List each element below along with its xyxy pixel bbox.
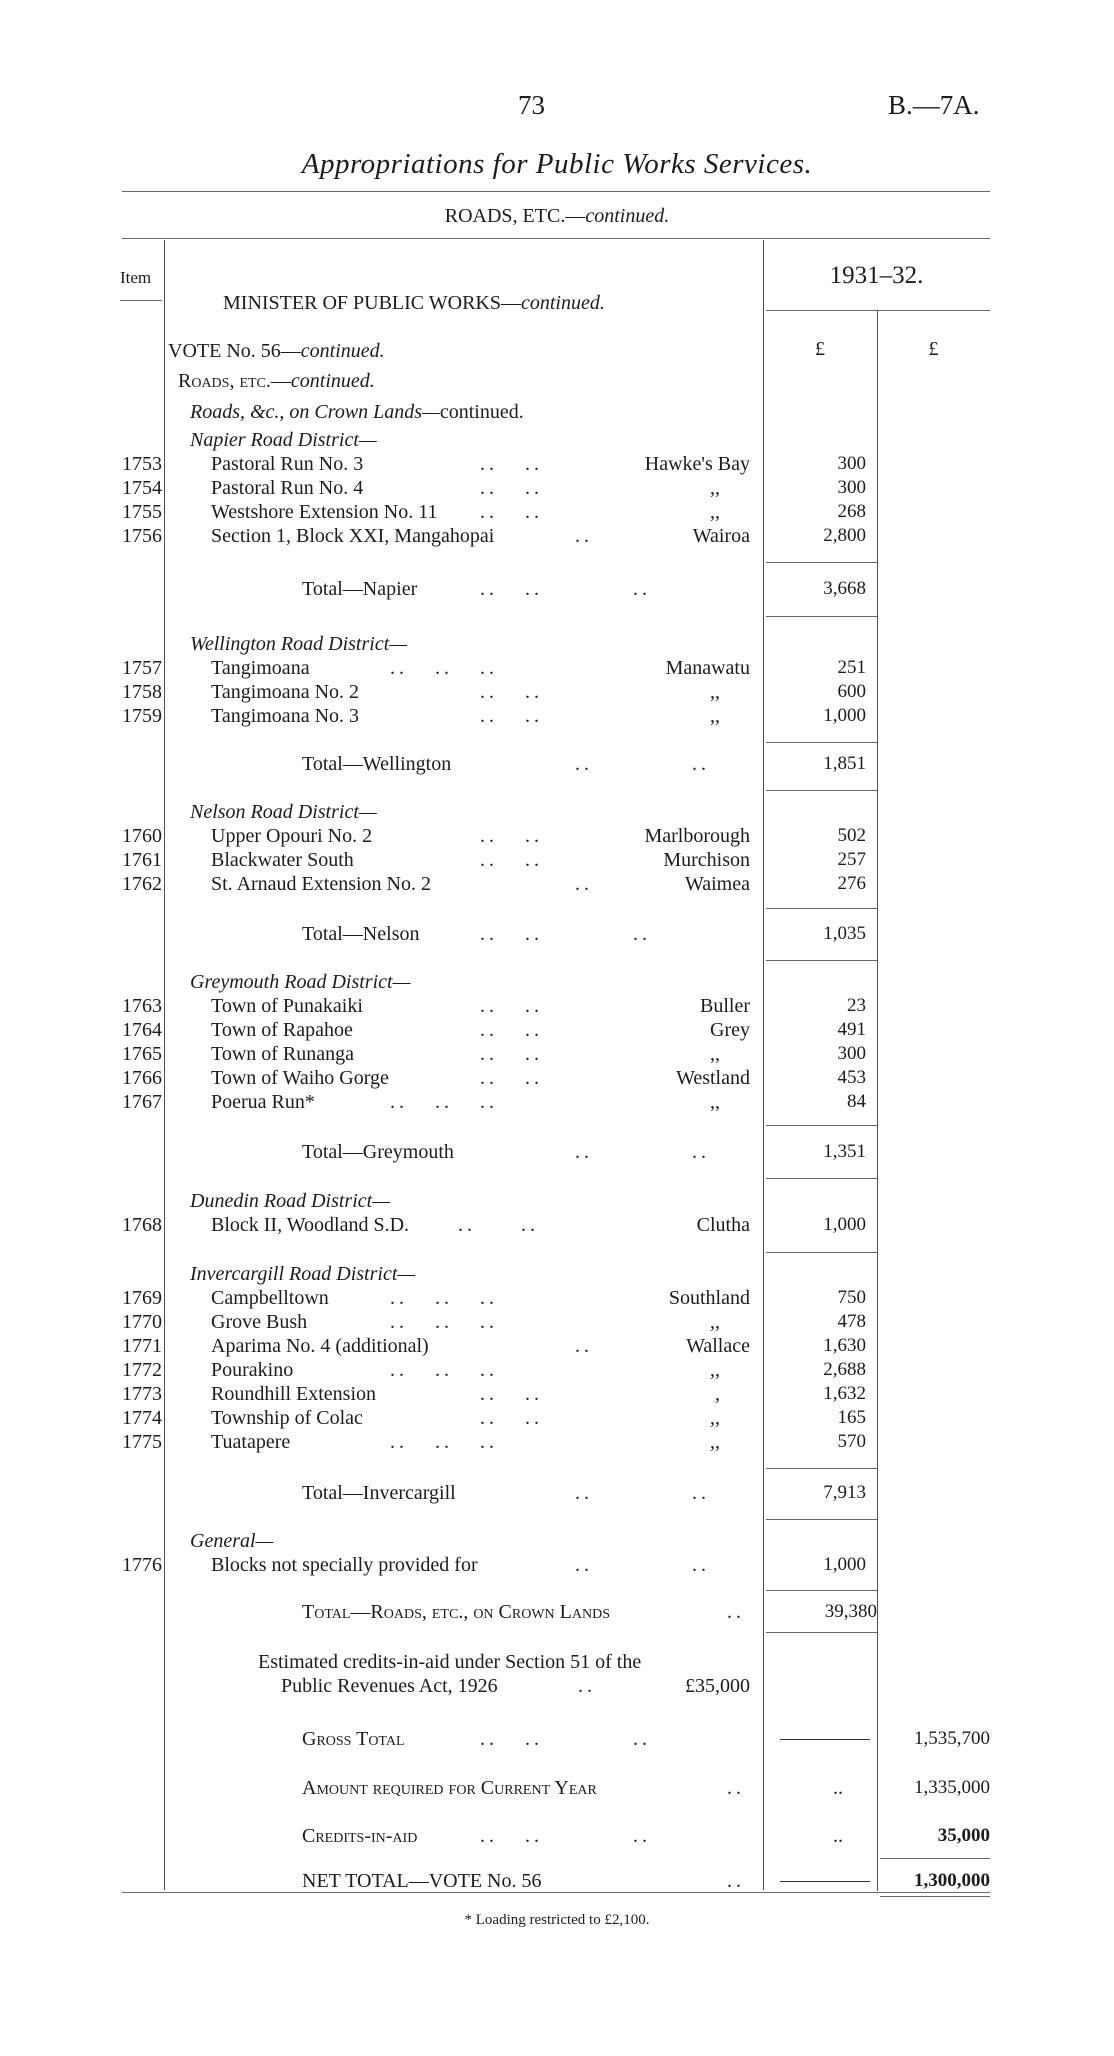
page-number: 73 [518,90,545,120]
gross-dash [780,1739,870,1740]
leader-dots: .. .. [575,1482,710,1504]
leader-dots: .. [575,873,593,895]
region: Hawke's Bay [644,453,750,475]
amount: 300 [837,453,866,474]
district-heading: Greymouth Road District— [190,971,411,993]
amount: 502 [837,825,866,846]
amount: 257 [837,849,866,870]
current-year-mark: .. [833,1777,843,1799]
leader-dots: .. .. [480,453,543,475]
amount: 570 [837,1431,866,1452]
entry-name: Block II, Woodland S.D. [211,1214,410,1236]
leader-dots: .. .. .. [390,1091,498,1113]
amount: 251 [837,657,866,678]
financial-year: 1931–32. [829,262,924,289]
leader-dots: .. .. [480,477,543,499]
region: ,, [710,1091,720,1113]
leader-dots: .. .. [575,1554,710,1576]
roads-heading: Roads, etc.—continued. [178,370,375,392]
region: Wallace [686,1335,750,1357]
title-rule [122,191,990,192]
amount: 600 [837,681,866,702]
item-number: 1753 [122,453,162,475]
leader-dots: .. .. [480,1043,543,1065]
region: Buller [700,995,750,1017]
entry-name: Poerua Run* [211,1091,315,1113]
entry-name: Section 1, Block XXI, Mangahopai [211,525,495,547]
entry-name: Pastoral Run No. 4 [211,477,364,499]
leader-dots: .. .. [480,849,543,871]
gross-total-label: Gross Total [302,1728,405,1750]
entry-name: Pastoral Run No. 3 [211,453,364,475]
leader-dots: .. .. [480,501,543,523]
amount: 300 [837,477,866,498]
item-number: 1765 [122,1043,162,1065]
table-top-rule [122,238,990,239]
entry-name: Town of Waiho Gorge [211,1067,389,1089]
leader-dots: .. .. [575,753,710,775]
ministry-heading: MINISTER OF PUBLIC WORKS—continued. [223,292,605,314]
item-number: 1768 [122,1214,162,1236]
credits-in-aid-mark: .. [833,1825,843,1847]
subtotal-amount: 3,668 [823,578,866,599]
entry-name: Tangimoana [211,657,310,679]
leader-dots: .. [727,1870,745,1892]
leader-dots: .. [727,1601,745,1623]
region: ,, [710,501,720,523]
entry-name: Blackwater South [211,849,354,871]
table-bottom-rule [122,1892,990,1893]
item-column-rule [164,240,165,1890]
item-number: 1775 [122,1431,162,1453]
entry-name: Blocks not specially provided for [211,1554,478,1576]
subtotal-amount: 1,851 [823,753,866,774]
leader-dots: .. .. [480,1067,543,1089]
crown-lands-heading: Roads, &c., on Crown Lands—continued. [190,401,524,423]
subtotal-rule [766,1632,877,1633]
region: Southland [668,1287,750,1309]
currency-symbol: £ [815,338,825,360]
item-number: 1770 [122,1311,162,1333]
subtotal-rule [766,960,877,961]
item-number: 1759 [122,705,162,727]
item-column-header: Item [120,268,152,287]
region: Wairoa [692,525,750,547]
entry-name: Roundhill Extension [211,1383,376,1405]
net-total-amount: 1,300,000 [914,1870,990,1891]
district-heading: Dunedin Road District— [190,1190,390,1212]
entry-name: Tuatapere [211,1431,291,1453]
leader-dots: .. .. [480,705,543,727]
entry-name: Township of Colac [211,1407,363,1429]
region: Grey [710,1019,750,1041]
amount: 165 [837,1407,866,1428]
region: ,, [710,1359,720,1381]
subtotal-rule [766,742,877,743]
leader-dots: .. .. [480,681,543,703]
credits-note-line1: Estimated credits-in-aid under Section 51 of the [258,1651,642,1673]
subtotal-rule [766,1519,877,1520]
subtotal-rule [766,1468,877,1469]
region: Murchison [663,849,750,871]
amount: 1,000 [823,1554,866,1575]
subtotal-amount: 1,351 [823,1141,866,1162]
subtotal-rule [766,616,877,617]
subtotal-rule [766,562,877,563]
region: ,, [710,1431,720,1453]
subtotal-amount: 1,035 [823,923,866,944]
leader-dots: .. .. .. [390,1359,498,1381]
region: ,, [710,1311,720,1333]
subtotal-rule [766,1252,877,1253]
subtotal-rule [766,1125,877,1126]
net-total-underline [880,1896,990,1897]
subtotal-rule [766,790,877,791]
amount: 268 [837,501,866,522]
item-number: 1776 [122,1554,162,1576]
amount: 1,630 [823,1335,866,1356]
vote-heading: VOTE No. 56—continued. [168,340,385,362]
entry-name: Upper Opouri No. 2 [211,825,373,847]
leader-dots: .. .. .. [390,1287,498,1309]
entry-name: Town of Rapahoe [211,1019,353,1041]
amount: 1,000 [823,705,866,726]
net-total-rule [880,1858,990,1859]
item-number: 1771 [122,1335,162,1357]
leader-dots: .. [727,1777,745,1799]
net-dash [780,1881,870,1882]
item-number: 1756 [122,525,162,547]
leader-dots: .. .. [480,1407,543,1429]
leader-dots: .. .. [480,825,543,847]
credits-in-aid-amount: 35,000 [937,1825,990,1846]
item-number: 1766 [122,1067,162,1089]
leader-dots: .. .. .. [480,923,651,945]
leader-dots: .. .. [575,1141,710,1163]
leader-dots: .. .. .. [480,1728,651,1750]
current-year-amount: 1,335,000 [914,1777,990,1798]
entry-name: St. Arnaud Extension No. 2 [211,873,431,895]
current-year-label: Amount required for Current Year [302,1777,597,1799]
region: , [715,1383,720,1405]
leader-dots: .. [575,525,593,547]
district-heading: General— [190,1530,274,1552]
region: ,, [710,705,720,727]
amount: 478 [837,1311,866,1332]
district-heading: Wellington Road District— [190,633,408,655]
year-rule [766,310,990,311]
entry-name: Town of Punakaiki [211,995,363,1017]
amount: 300 [837,1043,866,1064]
leader-dots: .. .. .. [390,1311,498,1333]
leader-dots: .. .. [480,1383,543,1405]
total-column-rule [877,311,878,1891]
region: Clutha [696,1214,750,1236]
currency-symbol: £ [928,338,939,360]
amount: 453 [837,1067,866,1088]
page-title: Appropriations for Public Works Services. [301,148,813,180]
item-number: 1772 [122,1359,162,1381]
item-number: 1754 [122,477,162,499]
amount: 84 [847,1091,866,1112]
amount: 1,632 [823,1383,866,1404]
net-total-label: NET TOTAL—VOTE No. 56 [302,1870,542,1892]
item-header-rule [120,300,162,301]
region: ,, [710,477,720,499]
entry-name: Aparima No. 4 (additional) [211,1335,429,1357]
amount: 1,000 [823,1214,866,1235]
subtotal-rule [766,1178,877,1179]
district-heading: Nelson Road District— [190,801,377,823]
item-number: 1773 [122,1383,162,1405]
item-number: 1762 [122,873,162,895]
leader-dots: .. .. [480,995,543,1017]
amount: 2,688 [823,1359,866,1380]
crown-lands-total-label: Total—Roads, etc., on Crown Lands [302,1601,610,1623]
region: Waimea [684,873,750,895]
district-heading: Napier Road District— [190,429,377,451]
subtotal-label: Total—Nelson [302,923,420,945]
amount: 276 [837,873,866,894]
subtotal-label: Total—Invercargill [302,1482,456,1504]
item-number: 1760 [122,825,162,847]
subtotal-label: Total—Wellington [302,753,452,775]
footnote: * Loading restricted to £2,100. [464,1912,650,1928]
entry-name: Westshore Extension No. 11 [211,501,438,523]
section-subtitle: ROADS, ETC.—continued. [444,205,670,227]
credits-note-line2: Public Revenues Act, 1926 [281,1675,498,1697]
item-number: 1761 [122,849,162,871]
amount: 750 [837,1287,866,1308]
crown-lands-total-amount: 39,380 [824,1601,877,1622]
leader-dots: .. .. .. [480,1825,651,1847]
amount: 23 [847,995,866,1016]
region: ,, [710,681,720,703]
credits-in-aid-label: Credits-in-aid [302,1825,418,1847]
amount: 491 [837,1019,866,1040]
item-number: 1767 [122,1091,162,1113]
subtotal-rule [766,1590,877,1591]
subtotal-amount: 7,913 [823,1482,866,1503]
region: ,, [710,1043,720,1065]
leader-dots: .. .. .. [480,578,651,600]
item-number: 1758 [122,681,162,703]
leader-dots: .. .. [458,1214,539,1236]
subtotal-label: Total—Greymouth [302,1141,454,1163]
gross-total-amount: 1,535,700 [914,1728,990,1749]
district-heading: Invercargill Road District— [190,1263,416,1285]
subtotal-rule [766,908,877,909]
item-number: 1763 [122,995,162,1017]
region: Westland [676,1067,750,1089]
item-number: 1755 [122,501,162,523]
entry-name: Pourakino [211,1359,294,1381]
leader-dots: .. [575,1335,593,1357]
entry-name: Tangimoana No. 3 [211,705,360,727]
document-reference: B.—7A. [888,90,980,120]
credits-note-amount: £35,000 [685,1675,750,1697]
entry-name: Town of Runanga [211,1043,355,1065]
item-number: 1769 [122,1287,162,1309]
leader-dots: .. .. [480,1019,543,1041]
entry-name: Tangimoana No. 2 [211,681,360,703]
region: Manawatu [665,657,750,679]
region: Marlborough [644,825,750,847]
leader-dots: .. .. .. [390,1431,498,1453]
item-number: 1764 [122,1019,162,1041]
leader-dots: .. .. .. [390,657,498,679]
entry-name: Grove Bush [211,1311,308,1333]
item-number: 1757 [122,657,162,679]
amount: 2,800 [823,525,866,546]
entry-name: Campbelltown [211,1287,329,1309]
item-number: 1774 [122,1407,162,1429]
subtotal-label: Total—Napier [302,578,418,600]
leader-dots: .. [578,1675,596,1697]
region: ,, [710,1407,720,1429]
